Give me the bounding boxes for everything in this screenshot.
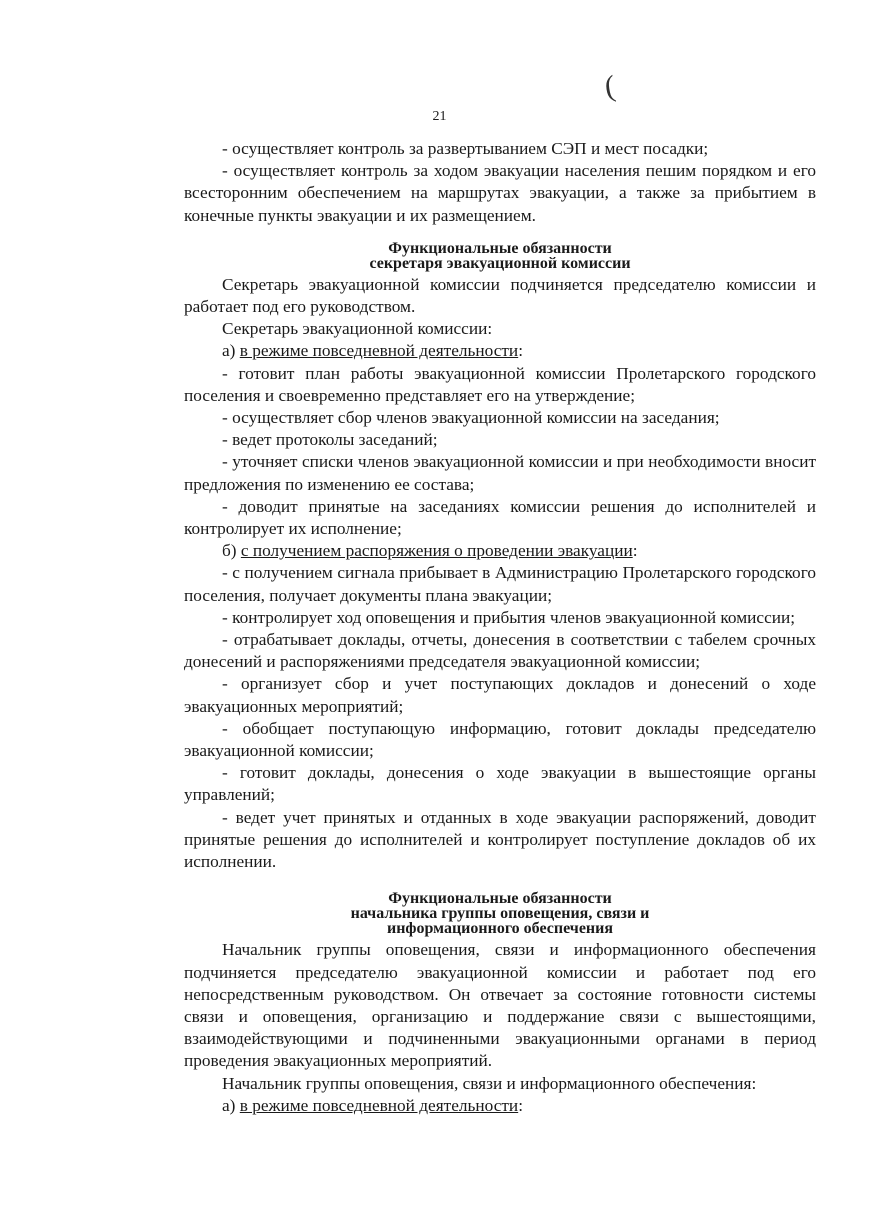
list-item: - контролирует ход оповещения и прибытия членов эвакуационной комиссии;	[222, 607, 796, 627]
mode-heading	[184, 1095, 816, 1117]
page-number: 21	[432, 109, 447, 124]
list-item: - обобщает поступающую информацию, готовит доклады председателю эвакуационной комиссии;	[184, 718, 816, 761]
heading-line: информационного обеспечения	[386, 920, 614, 938]
paragraph: - осуществляет контроль за ходом эвакуации населения пешим порядком и его всесторонним обеспечением на маршрутах эвакуации, а также за прибытием в конечные пункты эвакуации и их размещением.	[184, 161, 816, 225]
mode-suffix: :	[518, 341, 523, 361]
list-item: - с получением сигнала прибывает в Администрацию Пролетарского городского поселения, получает документы плана эвакуации;	[184, 563, 816, 605]
heading-line: Функциональные обязанности	[388, 890, 612, 908]
list-item: - осуществляет сбор членов эвакуационной комиссии на заседания;	[222, 408, 720, 428]
mode-suffix: :	[632, 541, 638, 561]
section-heading-secretary	[184, 241, 816, 271]
mode-prefix: б)	[222, 541, 241, 561]
mode-heading	[184, 540, 816, 562]
paragraph: Начальник группы оповещения, связи и информационного обеспечения подчиняется председателю эвакуационной комиссии и работает под его непосредственным руководством. Он отвечает за состояние готовности системы связи и оповещения, организацию и поддержание связи с вышестоящими, взаимодействующими и подчиненными эвакуационными органами в период проведения эвакуационных мероприятий.	[184, 940, 816, 1071]
list-item: - готовит доклады, донесения о ходе эвакуации в вышестоящие органы управлений;	[184, 763, 816, 805]
mode-label: в режиме повседневной деятельности	[239, 341, 519, 361]
mode-heading	[184, 340, 816, 362]
list-item: - ведет протоколы заседаний;	[222, 430, 438, 450]
heading-line: начальника группы оповещения, связи и	[350, 905, 650, 923]
mode-suffix: :	[518, 1095, 523, 1115]
paragraph: Секретарь эвакуационной комиссии подчиняется председателю комиссии и работает под его руководством.	[184, 274, 816, 317]
mode-label: в режиме повседневной деятельности	[239, 1095, 519, 1115]
page-body	[184, 138, 816, 1117]
list-item: - ведет учет принятых и отданных в ходе эвакуации распоряжений, доводит принятые решения до исполнителей и контролирует поступление докладов об их исполнении.	[184, 807, 816, 872]
paragraph: Начальник группы оповещения, связи и информационного обеспечения:	[222, 1073, 757, 1093]
paragraph: - осуществляет контроль за развертыванием СЭП и мест посадки;	[222, 139, 709, 158]
list-item: - уточняет списки членов эвакуационной комиссии и при необходимости вносит предложения по изменению ее состава;	[184, 452, 816, 494]
heading-line: секретаря эвакуационной комиссии	[369, 254, 631, 272]
list-item: - организует сбор и учет поступающих докладов и донесений о ходе эвакуационных мероприятий;	[184, 674, 816, 716]
list-item: - отрабатывает доклады, отчеты, донесения в соответствии с табелем срочных донесений и распоряжениями председателя эвакуационной комиссии;	[184, 630, 816, 672]
list-item: - готовит план работы эвакуационной комиссии Пролетарского городского поселения и своевременно представляет его на утверждение;	[184, 363, 816, 405]
heading-line: Функциональные обязанности	[388, 239, 612, 257]
handwritten-mark: (	[602, 69, 618, 104]
paragraph: Секретарь эвакуационной комиссии:	[222, 319, 493, 339]
mode-prefix: а)	[222, 1095, 240, 1115]
list-item: - доводит принятые на заседаниях комиссии решения до исполнителей и контролирует их исполнение;	[184, 496, 816, 539]
mode-label: с получением распоряжения о проведении эвакуации	[240, 541, 633, 561]
section-heading-notification-group	[184, 891, 816, 936]
mode-prefix: а)	[222, 341, 240, 361]
